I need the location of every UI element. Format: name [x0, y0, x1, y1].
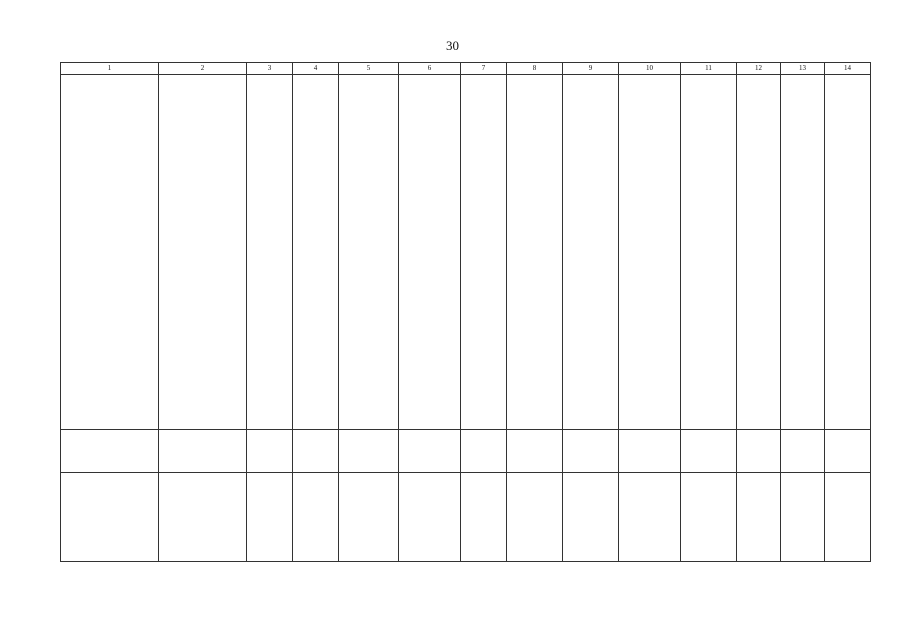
table-cell	[61, 75, 159, 430]
table-cell	[339, 430, 399, 473]
table-cell	[619, 473, 681, 562]
page-number: 30	[446, 38, 459, 53]
column-number: 1	[61, 63, 159, 75]
table-cell	[159, 473, 247, 562]
column-number: 5	[339, 63, 399, 75]
table-row	[61, 430, 871, 473]
table-cell	[507, 430, 563, 473]
table-row	[61, 75, 871, 430]
table-cell	[247, 473, 293, 562]
table-cell	[461, 430, 507, 473]
column-number: 4	[293, 63, 339, 75]
column-number: 9	[563, 63, 619, 75]
table-cell	[461, 75, 507, 430]
table-cell	[61, 473, 159, 562]
column-number: 11	[681, 63, 737, 75]
table-cell	[399, 430, 461, 473]
table-cell	[737, 473, 781, 562]
table-cell	[61, 430, 159, 473]
table-cell	[681, 430, 737, 473]
table-cell	[507, 473, 563, 562]
column-number: 7	[461, 63, 507, 75]
table-cell	[563, 430, 619, 473]
column-number: 14	[825, 63, 871, 75]
table-cell	[293, 430, 339, 473]
table-cell	[781, 473, 825, 562]
table-cell	[507, 75, 563, 430]
table-cell	[825, 430, 871, 473]
table-cell	[563, 473, 619, 562]
table-cell	[781, 75, 825, 430]
table-cell	[737, 430, 781, 473]
program-table	[60, 62, 871, 562]
table-cell	[619, 430, 681, 473]
table-cell	[247, 75, 293, 430]
table-cell	[563, 75, 619, 430]
column-number: 13	[781, 63, 825, 75]
table-header-row	[61, 63, 871, 75]
table-cell	[681, 473, 737, 562]
column-number: 3	[247, 63, 293, 75]
column-number: 8	[507, 63, 563, 75]
table-cell	[159, 430, 247, 473]
table-cell	[159, 75, 247, 430]
table-cell	[247, 430, 293, 473]
column-number: 12	[737, 63, 781, 75]
table-cell	[825, 473, 871, 562]
column-number: 10	[619, 63, 681, 75]
column-number: 6	[399, 63, 461, 75]
table-cell	[399, 473, 461, 562]
table-cell	[339, 473, 399, 562]
table-cell	[681, 75, 737, 430]
table-cell	[825, 75, 871, 430]
table-cell	[293, 75, 339, 430]
table-cell	[737, 75, 781, 430]
table-cell	[399, 75, 461, 430]
table-cell	[619, 75, 681, 430]
table-cell	[781, 430, 825, 473]
table-row	[61, 473, 871, 562]
table-cell	[461, 473, 507, 562]
column-number: 2	[159, 63, 247, 75]
table-cell	[293, 473, 339, 562]
table-cell	[339, 75, 399, 430]
